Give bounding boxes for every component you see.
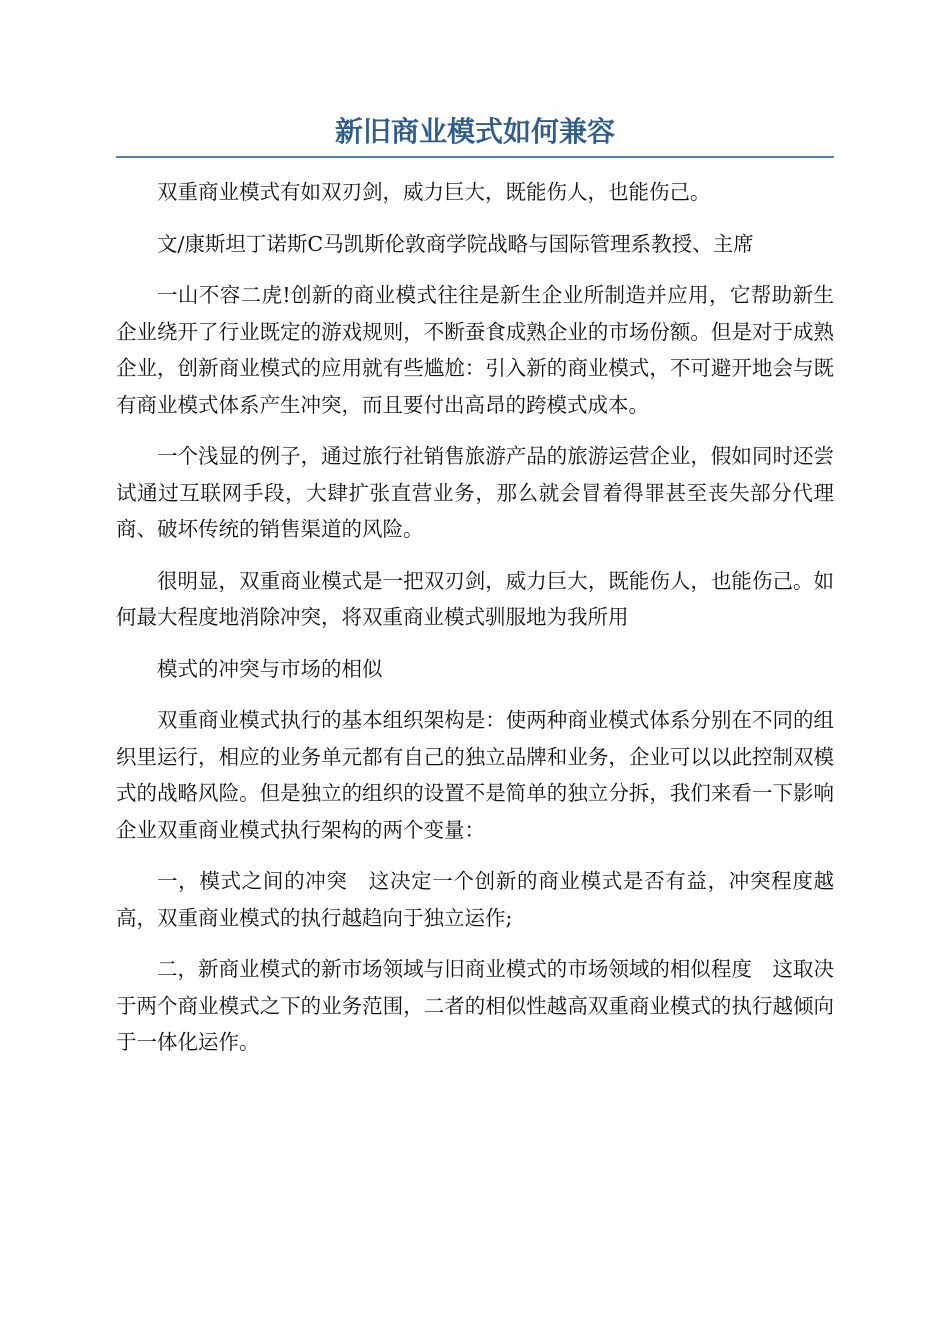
document-page [116,112,834,1076]
paragraph-9: 二，新商业模式的新市场领域与旧商业模式的市场领域的相似程度 这取决于两个商业模式之下的业务范围，二者的相似性越高双重商业模式的执行越倾向于一体化运作。 [116,957,834,1054]
paragraph-7: 双重商业模式执行的基本组织架构是：使两种商业模式体系分别在不同的组织里运行，相应的业务单元都有自己的独立品牌和业务，企业可以以此控制双模式的战略风险。但是独立的组织的设置不是简单的独立分拆，我们来看一下影响企业双重商业模式执行架构的两个变量： [116,708,834,842]
paragraph-3: 一山不容二虎!创新的商业模式往往是新生企业所制造并应用，它帮助新生企业绕开了行业既定的游戏规则，不断蚕食成熟企业的市场份额。但是对于成熟企业，创新商业模式的应用就有些尴尬：引入新的商业模式，不可避开地会与既有商业模式体系产生冲突，而且要付出高昂的跨模式成本。 [116,283,834,417]
paragraph-1: 双重商业模式有如双刃剑，威力巨大，既能伤人，也能伤己。 [157,180,711,204]
paragraph-5: 很明显，双重商业模式是一把双刃剑，威力巨大，既能伤人，也能伤己。如何最大程度地消除冲突，将双重商业模式驯服地为我所用 [116,568,834,629]
paragraph-4: 一个浅显的例子，通过旅行社销售旅游产品的旅游运营企业，假如同时还尝试通过互联网手段，大肆扩张直营业务，那么就会冒着得罪甚至丧失部分代理商、破坏传统的销售渠道的风险。 [116,444,834,541]
section-heading: 模式的冲突与市场的相似 [157,656,383,681]
paragraph-2-byline: 文/康斯坦丁诺斯C马凯斯伦敦商学院战略与国际管理系教授、主席 [157,231,754,256]
document-title: 新旧商业模式如何兼容 [334,115,615,148]
paragraph-8: 一，模式之间的冲突 这决定一个创新的商业模式是否有益，冲突程度越高，双重商业模式的执行越趋向于独立运作; [116,869,834,930]
title-underline [116,156,834,158]
